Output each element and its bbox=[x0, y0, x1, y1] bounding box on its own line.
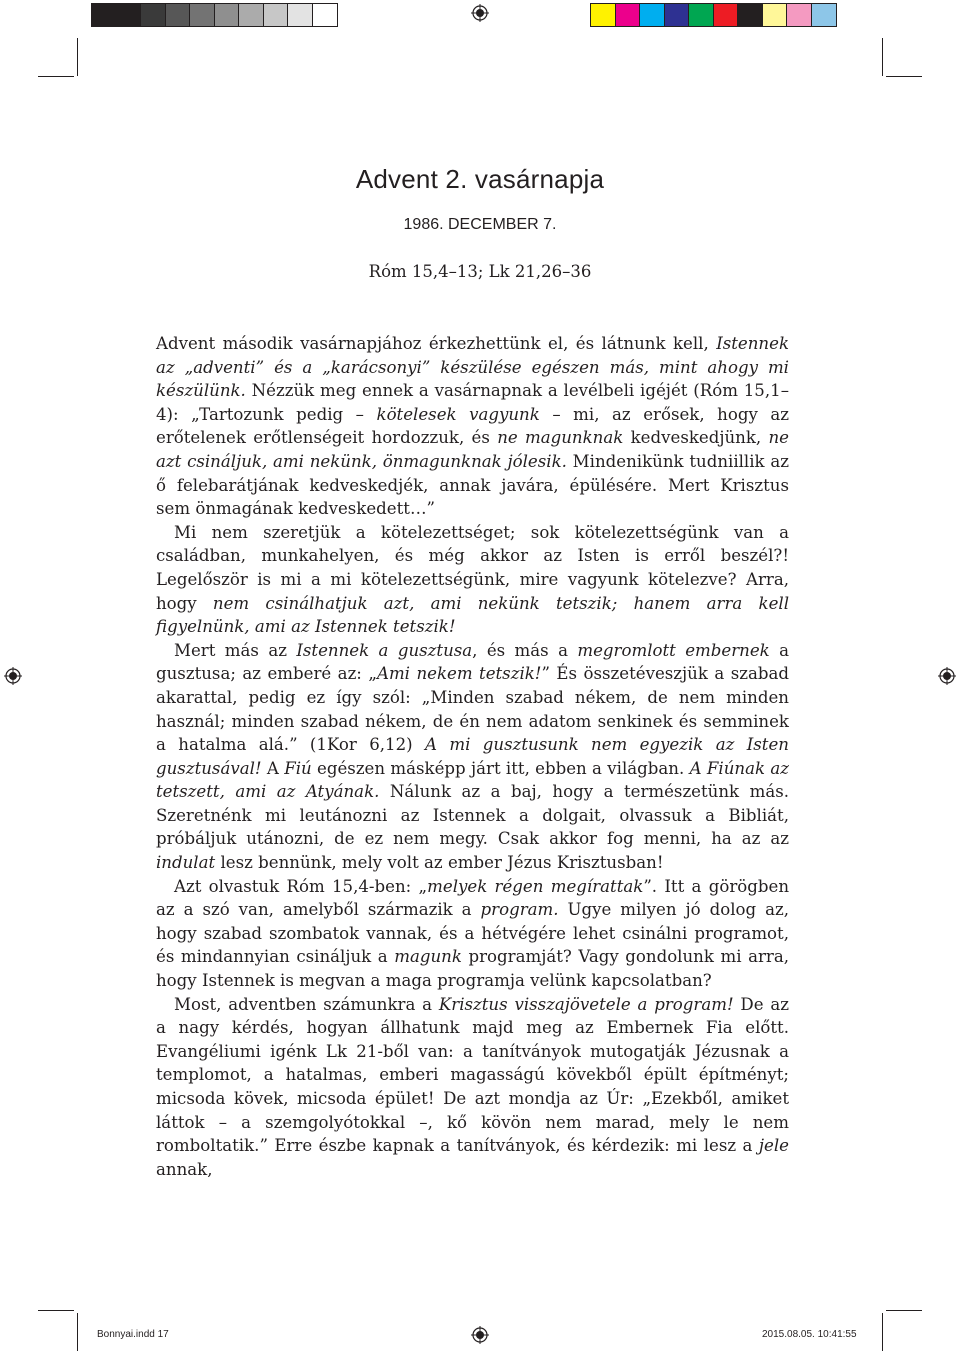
file-slug: Bonnyai.indd 17 bbox=[97, 1329, 169, 1340]
color-swatch bbox=[665, 4, 690, 26]
scripture-reference: Róm 15,4–13; Lk 21,26–36 bbox=[368, 262, 592, 281]
process-color-bar bbox=[590, 3, 837, 27]
paragraph-text: ” És összetéveszjük a szabad akarattal, pedig ez így szól: „Minden szabad nékem, de nem minden használ; minden szabad nékem, de én nem adatom senkinek és semminek a hatalma alá.” (1Kor 6,12) bbox=[156, 664, 789, 755]
paragraph-text: Most, adventben számunkra a bbox=[174, 994, 439, 1014]
emphasis-text: jele bbox=[758, 1136, 789, 1156]
paragraph-text: egészen másképp járt itt, ebben a világban. bbox=[311, 758, 690, 778]
emphasis-text: megromlott embernek bbox=[577, 640, 770, 660]
registration-mark-icon bbox=[471, 4, 489, 22]
color-swatch bbox=[812, 4, 837, 26]
paragraph-text: a gusztusa; az emberé az: „ bbox=[156, 640, 790, 684]
emphasis-text: Krisztus visszajövetele a program! bbox=[438, 994, 734, 1014]
paragraph-text: , és más a bbox=[472, 640, 578, 660]
crop-mark bbox=[77, 38, 78, 76]
color-swatch bbox=[738, 4, 763, 26]
gray-swatch bbox=[117, 4, 142, 26]
page-title: Advent 2. vasárnapja bbox=[355, 164, 605, 194]
color-swatch bbox=[616, 4, 641, 26]
crop-mark bbox=[882, 38, 883, 76]
crop-mark bbox=[38, 1310, 74, 1311]
body-paragraph bbox=[156, 993, 789, 1182]
crop-mark bbox=[886, 1310, 922, 1311]
crop-mark bbox=[38, 76, 74, 77]
paragraph-text: kedveskedjünk, bbox=[623, 428, 769, 448]
emphasis-text: magunk bbox=[394, 947, 462, 967]
paragraph-text: programját? Vagy gondolunk mi arra, hogy Istennek is megvan a maga programja velünk kapcsolatban? bbox=[156, 947, 789, 991]
sermon-body bbox=[156, 332, 789, 1181]
color-swatch bbox=[787, 4, 812, 26]
color-swatch bbox=[689, 4, 714, 26]
color-swatch bbox=[714, 4, 739, 26]
color-swatch bbox=[763, 4, 788, 26]
emphasis-text: A mi gusztusunk nem egyezik az Isten gusztusával! bbox=[156, 735, 789, 778]
paragraph-text: Advent második vasárnapjához érkezhettünk el, és látnunk kell, bbox=[156, 334, 717, 353]
paragraph-text: Mert más az bbox=[174, 640, 297, 660]
emphasis-text: Ami nekem tetszik! bbox=[376, 664, 542, 684]
registration-mark-icon bbox=[4, 667, 22, 685]
paragraph-text: De az a nagy kérdés, hogyan állhatunk majd meg az Embernek Fia előtt. Evangéliumi igénk Lk 21-ből van: a tanítványok mutogatják Jézusnak a templomot, a hatalmas, emberi magasságú kövekből épült építményt; micsoda kövek, micsoda épület! De azt mondja az Úr: „Ezekből, amiket láttok – a szemgolyótokkal –, kő kövön nem marad, mely le nem romboltatik.” Erre észbe kapnak a tanítványok, és kérdezik: mi lesz a bbox=[156, 994, 789, 1156]
paragraph-text: – mi, az erősek, hogy az erőtelenek erőtlenségeit hordozzuk, és bbox=[156, 404, 790, 448]
gray-swatch bbox=[166, 4, 191, 26]
gray-swatch bbox=[313, 4, 338, 26]
paragraph-text: Mi nem szeretjük a kötelezettséget; sok kötelezettségünk van a családban, munkahelyen, és még akkor az Isten is erről beszél?! Legelőször is mi a mi kötelezettségünk, mire vagyunk kötelezve? Arra, hogy bbox=[156, 522, 789, 613]
sermon-date: 1986. DECEMBER 7. bbox=[403, 216, 557, 233]
gray-swatch bbox=[288, 4, 313, 26]
emphasis-text: nem csinálhatjuk azt, ami nekünk tetszik; hanem arra kell figyelnünk, ami az Istennek tetszik! bbox=[156, 593, 790, 637]
emphasis-text: Istennek az „adventi” és a „karácsonyi” készülése egészen más, mint ahogy mi készülünk. bbox=[156, 334, 789, 401]
paragraph-text: Mindenikünk tudniillik az ő felebarátjának kedveskedjék, annak javára, épülésére. Mert Krisztus sem önmagának kedveskedett…” bbox=[156, 451, 789, 519]
emphasis-text: melyek régen megírattak bbox=[427, 876, 644, 896]
paragraph-text: Nálunk az a baj, hogy a természetünk más. Szeretnénk mi leutánozni az Istennek a dolgait, olvassuk a Bibliát, próbáljuk utánozni, de ez nem megy. Csak akkor fog menni, ha az az bbox=[156, 782, 790, 849]
timestamp-slug: 2015.08.05. 10:41:55 bbox=[762, 1329, 857, 1340]
emphasis-text: Istennek a gusztusa bbox=[296, 640, 473, 660]
body-paragraph bbox=[156, 875, 789, 993]
gray-color-bar bbox=[91, 3, 338, 27]
paragraph-text: Azt olvastuk Róm 15,4-ben: „ bbox=[174, 876, 428, 896]
emphasis-text: ne magunknak bbox=[497, 428, 624, 448]
gray-swatch bbox=[141, 4, 166, 26]
emphasis-text: A Fiúnak az tetszett, ami az Atyának. bbox=[156, 758, 789, 802]
gray-swatch bbox=[92, 4, 117, 26]
crop-mark bbox=[882, 1313, 883, 1351]
emphasis-text: ne azt csináljuk, ami nekünk, önmagunknak jólesik. bbox=[156, 428, 790, 471]
gray-swatch bbox=[264, 4, 289, 26]
gray-swatch bbox=[239, 4, 264, 26]
body-paragraph bbox=[156, 639, 789, 875]
paragraph-text: Ugye milyen jó dolog az, hogy szabad szombatok vannak, és a hétvégére lehet csinálni programot, és mindannyian csináljuk a bbox=[156, 900, 790, 967]
gray-swatch bbox=[215, 4, 240, 26]
registration-mark-icon bbox=[471, 1326, 489, 1344]
emphasis-text: indulat bbox=[156, 853, 216, 873]
paragraph-text: ”. Itt a görögben az a szó van, amelyből származik a bbox=[156, 876, 790, 920]
emphasis-text: Fiú bbox=[284, 758, 312, 778]
paragraph-text: A bbox=[261, 758, 285, 778]
gray-swatch bbox=[190, 4, 215, 26]
registration-mark-icon bbox=[938, 667, 956, 685]
paragraph-text: annak, bbox=[156, 1159, 213, 1179]
emphasis-text: program. bbox=[480, 900, 559, 920]
color-swatch bbox=[640, 4, 665, 26]
crop-mark bbox=[77, 1313, 78, 1351]
body-paragraph bbox=[156, 332, 789, 521]
emphasis-text: kötelesek vagyunk bbox=[376, 404, 540, 424]
body-paragraph bbox=[156, 521, 789, 639]
crop-mark bbox=[886, 76, 922, 77]
color-swatch bbox=[591, 4, 616, 26]
paragraph-text: Nézzük meg ennek a vasárnapnak a levélbeli igéjét (Róm 15,1–4): „Tartozunk pedig – bbox=[156, 381, 789, 424]
paragraph-text: lesz bennünk, mely volt az ember Jézus Krisztusban! bbox=[215, 853, 664, 873]
